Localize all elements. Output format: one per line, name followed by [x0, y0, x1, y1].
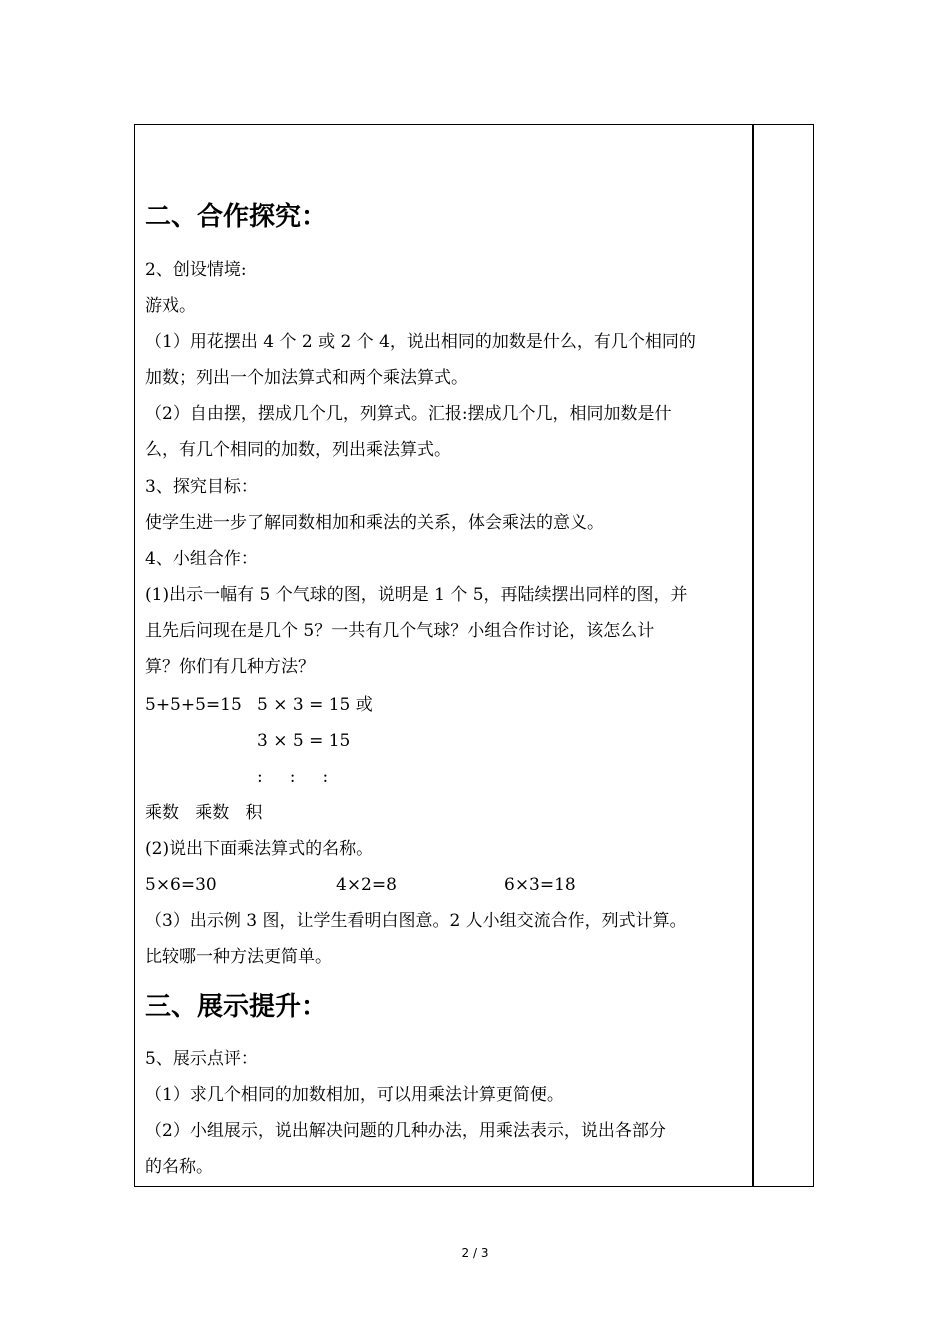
column-divider	[752, 124, 754, 1187]
equation-multiply-2: 3 × 5 = 15	[257, 731, 351, 751]
q1-line1: (1)出示一幅有 5 个气球的图，说明是 1 个 5，再陆续摆出同样的图，并	[145, 585, 688, 605]
q2-text: (2)说出下面乘法算式的名称。	[145, 839, 374, 859]
item2-title: 2、创设情境:	[145, 260, 247, 280]
r2-line2: 的名称。	[145, 1157, 213, 1177]
table-frame	[134, 124, 814, 1187]
r2-line1: （2）小组展示，说出解决问题的几种办法，用乘法表示，说出各部分	[145, 1121, 666, 1141]
game-text: 游戏。	[145, 296, 196, 316]
equation-multiply-1: 5 × 3 = 15 或	[257, 695, 373, 715]
section3-heading: 三、展示提升：	[145, 992, 328, 1022]
term-colons: : : :	[257, 767, 329, 787]
example-1: 5×6=30	[145, 875, 217, 895]
item3-title: 3、探究目标：	[145, 477, 258, 497]
p2-line2: 么，有几个相同的加数，列出乘法算式。	[145, 440, 451, 460]
p1-line1: （1）用花摆出 4 个 2 或 2 个 4，说出相同的加数是什么，有几个相同的	[145, 332, 696, 352]
q3-line1: （3）出示例 3 图，让学生看明白图意。2 人小组交流合作，列式计算。	[145, 911, 687, 931]
term-names: 乘数 乘数 积	[145, 803, 263, 823]
example-3: 6×3=18	[504, 875, 576, 895]
r1-text: （1）求几个相同的加数相加，可以用乘法计算更简便。	[145, 1085, 564, 1105]
example-2: 4×2=8	[336, 875, 397, 895]
item4-title: 4、小组合作：	[145, 549, 258, 569]
item5-title: 5、展示点评：	[145, 1049, 258, 1069]
q1-line2: 且先后问现在是几个 5？一共有几个气球？小组合作讨论，该怎么计	[145, 621, 655, 641]
p1-line2: 加数；列出一个加法算式和两个乘法算式。	[145, 368, 468, 388]
page-number: 2 / 3	[461, 1246, 489, 1260]
q1-line3: 算？你们有几种方法？	[145, 657, 315, 677]
p2-line1: （2）自由摆，摆成几个几，列算式。汇报:摆成几个几，相同加数是什	[145, 404, 672, 424]
q3-line2: 比较哪一种方法更简单。	[145, 947, 332, 967]
section2-heading: 二、合作探究：	[145, 202, 328, 232]
equation-addition: 5+5+5=15	[145, 695, 242, 715]
goal-text: 使学生进一步了解同数相加和乘法的关系，体会乘法的意义。	[145, 513, 604, 533]
